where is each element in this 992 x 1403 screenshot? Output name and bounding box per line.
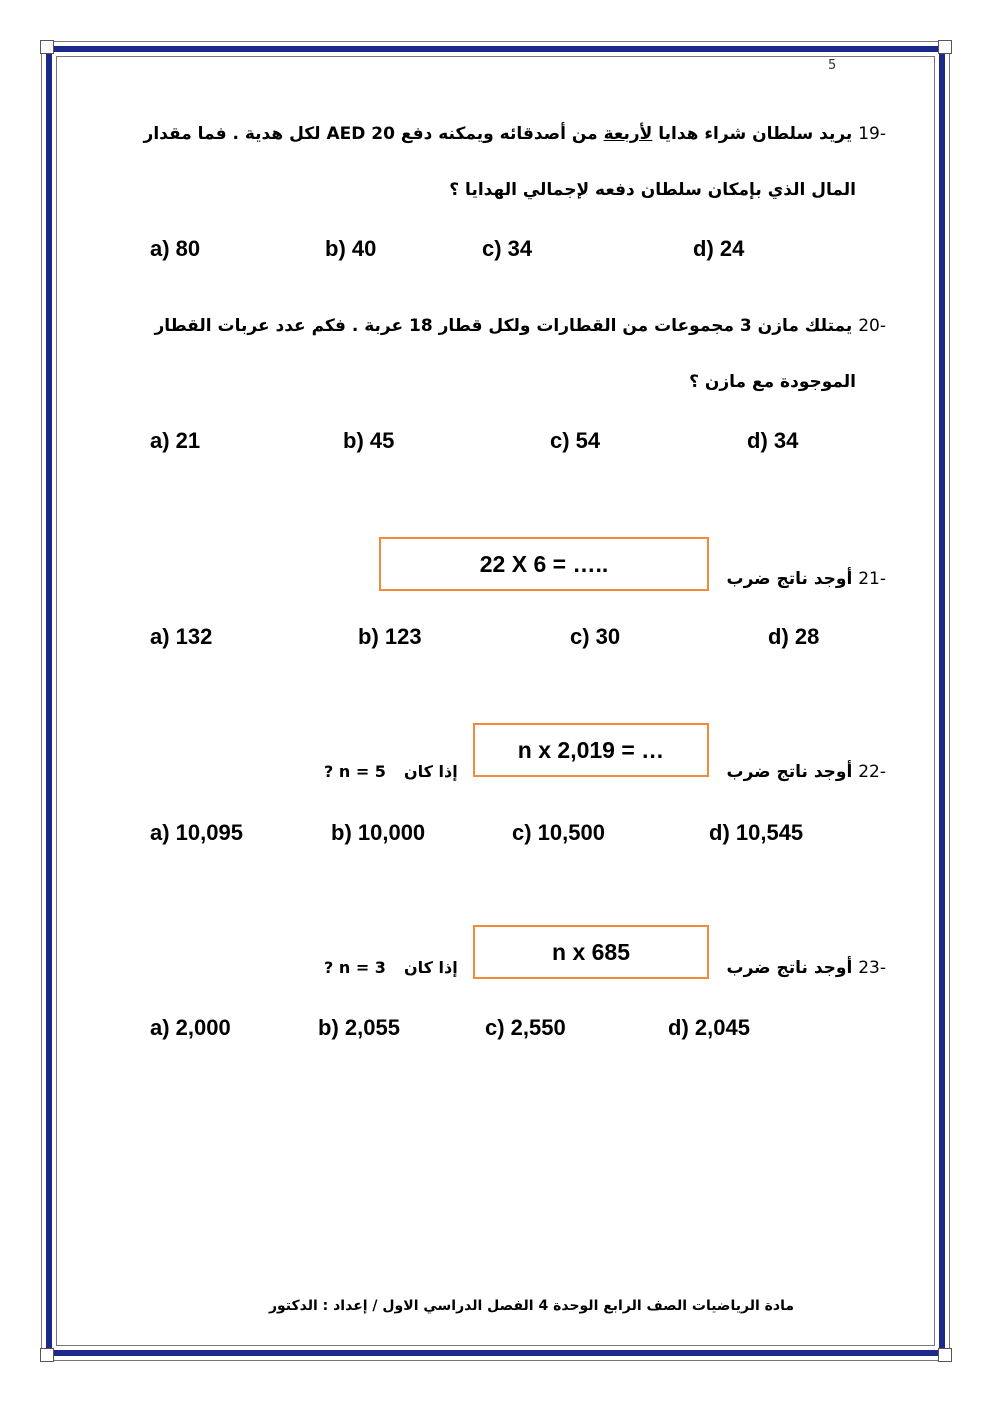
option-a: a) 21: [150, 428, 201, 453]
option-d: d) 24: [693, 236, 745, 261]
option-c: c) 10,500: [512, 820, 605, 845]
option-b: b) 123: [358, 624, 422, 649]
question-text: أوجد ناتج ضرب: [726, 762, 853, 782]
equation-box: 22 X 6 = …..: [379, 537, 709, 591]
option-b: b) 45: [343, 428, 395, 453]
option-a: a) 2,000: [150, 1015, 231, 1040]
corner-ornament: [938, 40, 952, 54]
question-text: من أصدقائه ويمكنه دفع 20 AED لكل هدية . فما مقدار: [143, 124, 604, 144]
question-19-line2: المال الذي بإمكان سلطان دفعه لإجمالي الهدايا ؟: [449, 180, 856, 200]
question-text: أوجد ناتج ضرب: [726, 958, 853, 978]
question-text: أوجد ناتج ضرب: [726, 569, 853, 589]
option-b: b) 10,000: [331, 820, 426, 845]
question-text: يريد سلطان شراء هدايا: [652, 124, 853, 144]
corner-ornament: [40, 1348, 54, 1362]
option-c: c) 2,550: [485, 1015, 566, 1040]
question-text: يمتلك مازن 3 مجموعات من القطارات ولكل قطار 18 عربة . فكم عدد عربات القطار: [154, 316, 853, 336]
option-a: a) 10,095: [150, 820, 243, 845]
question-number: -22: [858, 762, 886, 782]
question-number: -19: [858, 124, 886, 144]
option-c: c) 34: [482, 236, 533, 261]
question-20-line2: الموجودة مع مازن ؟: [689, 372, 856, 392]
underlined-word: لأربعة: [603, 124, 653, 144]
option-d: d) 34: [747, 428, 799, 453]
question-23-line: [727, 958, 887, 978]
condition-value: ? n = 5: [324, 762, 386, 781]
option-d: d) 2,045: [668, 1015, 750, 1040]
question-22-line: [727, 762, 887, 782]
equation-box: n x 2,019 = …: [473, 723, 709, 777]
equation-box: n x 685: [473, 925, 709, 979]
question-20-line1: [154, 316, 886, 336]
option-d: d) 10,545: [709, 820, 804, 845]
question-19-line1: [144, 124, 886, 144]
option-b: b) 40: [325, 236, 377, 261]
page-number: 5: [828, 58, 837, 73]
option-d: d) 28: [768, 624, 820, 649]
corner-ornament: [938, 1348, 952, 1362]
option-c: c) 30: [570, 624, 621, 649]
option-c: c) 54: [550, 428, 601, 453]
corner-ornament: [40, 40, 54, 54]
question-21-line: [727, 569, 887, 589]
option-a: a) 132: [150, 624, 213, 649]
condition-label: إذا كان: [404, 958, 458, 977]
option-a: a) 80: [150, 236, 201, 261]
question-number: -23: [858, 958, 886, 978]
option-b: b) 2,055: [318, 1015, 400, 1040]
condition-label: إذا كان: [404, 762, 458, 781]
condition-value: ? n = 3: [324, 958, 386, 977]
footer-text: مادة الرياضيات الصف الرابع الوحدة 4 الفصل الدراسي الاول / إعداد : الدكتور: [268, 1298, 794, 1314]
question-number: -20: [858, 316, 886, 336]
question-number: -21: [858, 569, 886, 589]
